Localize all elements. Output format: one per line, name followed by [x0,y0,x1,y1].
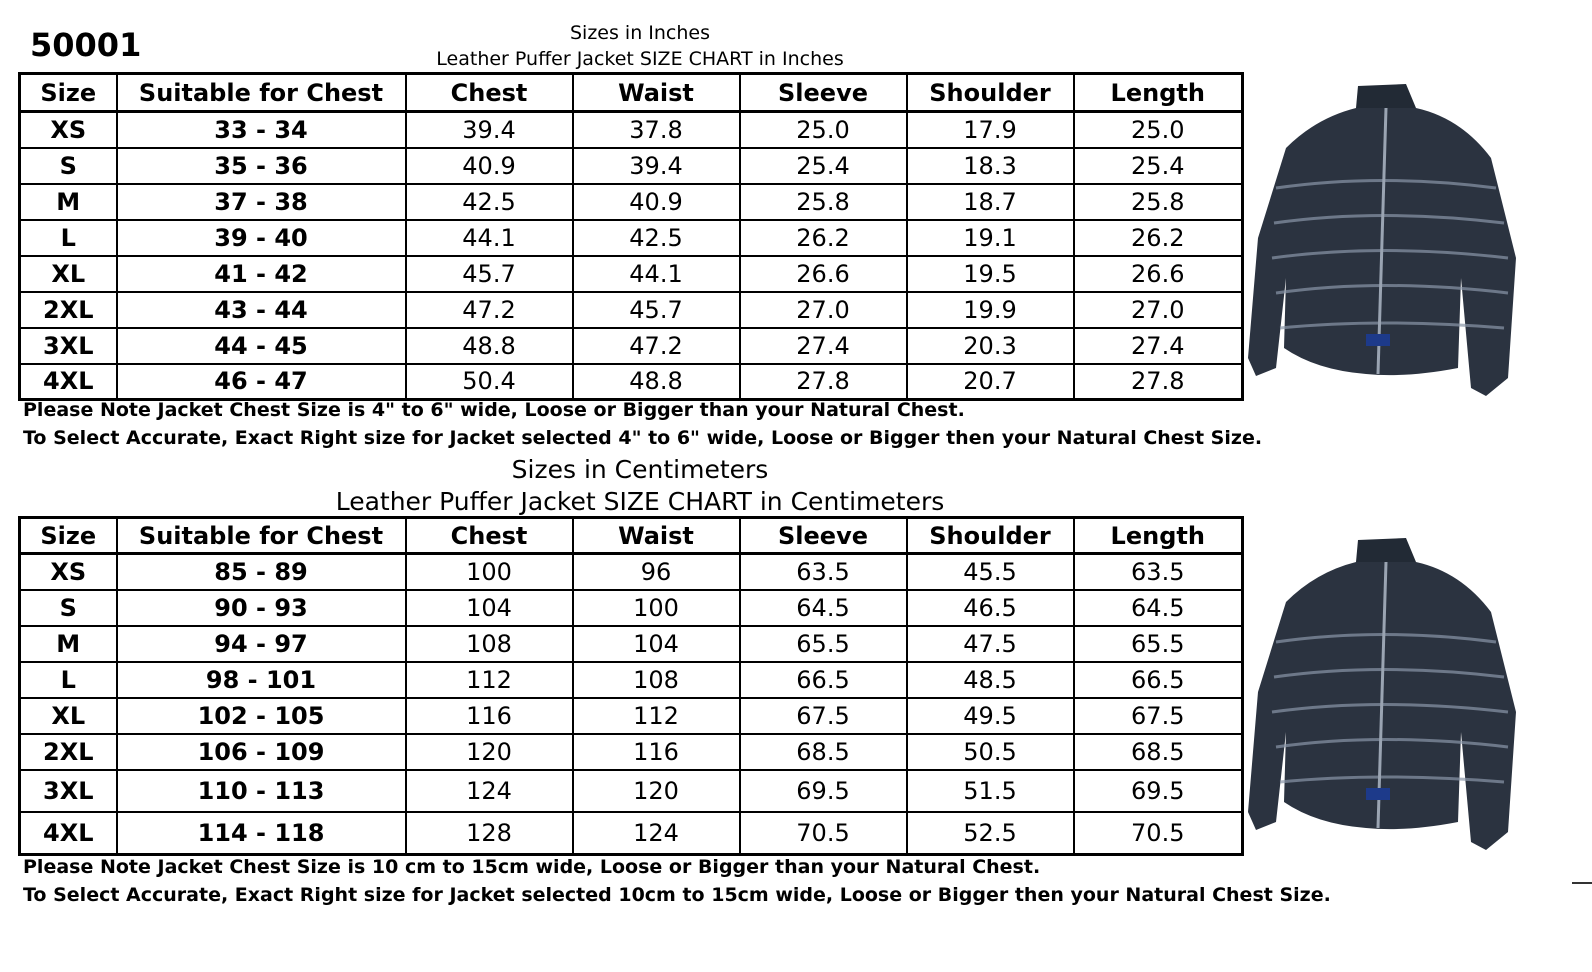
cell-sleeve: 25.8 [740,184,907,220]
table-row [20,364,1243,400]
cell-size: XS [20,112,117,148]
inches-caption-title: Leather Puffer Jacket SIZE CHART in Inches [436,48,844,70]
cell-size: M [20,184,117,220]
cell-chest: 100 [406,554,573,590]
cell-length: 26.2 [1074,220,1243,256]
cell-length: 63.5 [1074,554,1243,590]
table-row [20,148,1243,184]
cell-shoulder: 47.5 [907,626,1074,662]
table-row [20,626,1243,662]
cell-sleeve: 26.6 [740,256,907,292]
cell-waist: 40.9 [573,184,740,220]
jacket-image-inches [1246,78,1524,400]
header-waist: Waist [573,74,740,112]
cell-waist: 96 [573,554,740,590]
cell-shoulder: 49.5 [907,698,1074,734]
table-row [20,220,1243,256]
table-row [20,328,1243,364]
cm-note-1: Please Note Jacket Chest Size is 10 cm to 15cm wide, Loose or Bigger than your Natural Chest. [23,856,1041,878]
cell-length: 25.4 [1074,148,1243,184]
cell-waist: 39.4 [573,148,740,184]
inches-header-row [20,74,1243,112]
header-sleeve: Sleeve [740,518,907,554]
cell-length: 27.8 [1074,364,1243,400]
table-row [20,770,1243,812]
cell-waist: 42.5 [573,220,740,256]
cell-chest: 104 [406,590,573,626]
cell-waist: 120 [573,770,740,812]
table-row [20,698,1243,734]
header-chest: Chest [406,518,573,554]
cell-length: 66.5 [1074,662,1243,698]
header-size: Size [20,518,117,554]
header-length: Length [1074,74,1243,112]
cell-fit: 41 - 42 [117,256,406,292]
cell-waist: 45.7 [573,292,740,328]
cell-length: 25.8 [1074,184,1243,220]
cell-size: L [20,220,117,256]
cell-length: 25.0 [1074,112,1243,148]
cell-size: L [20,662,117,698]
inches-note-2: To Select Accurate, Exact Right size for Jacket selected 4" to 6" wide, Loose or Bigger then your Natural Chest Size. [23,427,1263,449]
cell-shoulder: 52.5 [907,812,1074,855]
header-suitable-chest: Suitable for Chest [117,518,406,554]
cell-fit: 44 - 45 [117,328,406,364]
cell-waist: 108 [573,662,740,698]
table-row [20,292,1243,328]
cell-sleeve: 27.8 [740,364,907,400]
cell-waist: 124 [573,812,740,855]
cell-fit: 39 - 40 [117,220,406,256]
cell-sleeve: 26.2 [740,220,907,256]
cell-shoulder: 17.9 [907,112,1074,148]
cell-waist: 47.2 [573,328,740,364]
jacket-image-cm [1246,532,1524,854]
cell-size: M [20,626,117,662]
cell-length: 27.0 [1074,292,1243,328]
edge-mark [1572,882,1592,884]
cell-fit: 106 - 109 [117,734,406,770]
cell-size: 2XL [20,292,117,328]
header-sleeve: Sleeve [740,74,907,112]
cell-size: 4XL [20,364,117,400]
table-row [20,590,1243,626]
cell-chest: 112 [406,662,573,698]
cm-size-table [18,516,1244,856]
cell-sleeve: 70.5 [740,812,907,855]
cell-shoulder: 50.5 [907,734,1074,770]
cell-shoulder: 18.3 [907,148,1074,184]
cell-fit: 90 - 93 [117,590,406,626]
cell-chest: 48.8 [406,328,573,364]
cell-fit: 102 - 105 [117,698,406,734]
cell-shoulder: 46.5 [907,590,1074,626]
cell-shoulder: 18.7 [907,184,1074,220]
cell-sleeve: 25.0 [740,112,907,148]
cell-fit: 110 - 113 [117,770,406,812]
inches-table-body [20,112,1243,400]
cell-fit: 37 - 38 [117,184,406,220]
table-row [20,112,1243,148]
table-row [20,184,1243,220]
cell-size: XL [20,256,117,292]
cell-chest: 45.7 [406,256,573,292]
cell-waist: 112 [573,698,740,734]
cell-size: S [20,148,117,184]
inches-caption-top: Sizes in Inches [569,22,711,44]
cm-header-row [20,518,1243,554]
cell-length: 27.4 [1074,328,1243,364]
header-chest: Chest [406,74,573,112]
table-row [20,734,1243,770]
cell-waist: 48.8 [573,364,740,400]
cell-length: 69.5 [1074,770,1243,812]
cell-chest: 124 [406,770,573,812]
cell-fit: 98 - 101 [117,662,406,698]
cell-sleeve: 69.5 [740,770,907,812]
header-shoulder: Shoulder [907,518,1074,554]
cell-chest: 40.9 [406,148,573,184]
cell-length: 64.5 [1074,590,1243,626]
header-size: Size [20,74,117,112]
cell-length: 70.5 [1074,812,1243,855]
cm-caption-top: Sizes in Centimeters [511,455,769,484]
cell-chest: 47.2 [406,292,573,328]
cell-shoulder: 19.1 [907,220,1074,256]
cell-shoulder: 48.5 [907,662,1074,698]
cell-chest: 128 [406,812,573,855]
cell-sleeve: 63.5 [740,554,907,590]
cell-waist: 37.8 [573,112,740,148]
cell-waist: 44.1 [573,256,740,292]
cell-fit: 85 - 89 [117,554,406,590]
cell-fit: 35 - 36 [117,148,406,184]
puffer-jacket-icon [1248,538,1516,850]
cell-chest: 39.4 [406,112,573,148]
cell-length: 65.5 [1074,626,1243,662]
cell-size: 2XL [20,734,117,770]
cell-shoulder: 19.9 [907,292,1074,328]
header-length: Length [1074,518,1243,554]
cell-waist: 100 [573,590,740,626]
inches-size-table [18,72,1244,401]
table-row [20,554,1243,590]
cell-chest: 108 [406,626,573,662]
table-row [20,662,1243,698]
cell-sleeve: 68.5 [740,734,907,770]
cell-size: 4XL [20,812,117,855]
cell-chest: 42.5 [406,184,573,220]
cell-chest: 120 [406,734,573,770]
puffer-jacket-icon [1248,84,1516,396]
header-shoulder: Shoulder [907,74,1074,112]
cell-fit: 94 - 97 [117,626,406,662]
cell-sleeve: 67.5 [740,698,907,734]
table-row [20,256,1243,292]
cell-fit: 43 - 44 [117,292,406,328]
cell-sleeve: 27.4 [740,328,907,364]
cell-chest: 44.1 [406,220,573,256]
header-waist: Waist [573,518,740,554]
cell-size: XS [20,554,117,590]
cell-size: 3XL [20,770,117,812]
cell-length: 26.6 [1074,256,1243,292]
cell-shoulder: 20.7 [907,364,1074,400]
cell-length: 67.5 [1074,698,1243,734]
cell-sleeve: 65.5 [740,626,907,662]
cell-sleeve: 25.4 [740,148,907,184]
cell-size: XL [20,698,117,734]
cell-size: S [20,590,117,626]
cm-caption-title: Leather Puffer Jacket SIZE CHART in Centimeters [335,487,945,516]
cell-fit: 46 - 47 [117,364,406,400]
header-suitable-chest: Suitable for Chest [117,74,406,112]
cell-waist: 116 [573,734,740,770]
cell-sleeve: 66.5 [740,662,907,698]
cell-sleeve: 64.5 [740,590,907,626]
product-code: 50001 [30,26,142,64]
cell-shoulder: 45.5 [907,554,1074,590]
cm-table-body [20,554,1243,855]
cell-size: 3XL [20,328,117,364]
table-row [20,812,1243,855]
cell-length: 68.5 [1074,734,1243,770]
cell-sleeve: 27.0 [740,292,907,328]
cell-chest: 116 [406,698,573,734]
cm-note-2: To Select Accurate, Exact Right size for Jacket selected 10cm to 15cm wide, Loose or Bigger then your Natural Chest Size. [23,884,1331,906]
cell-fit: 114 - 118 [117,812,406,855]
cell-fit: 33 - 34 [117,112,406,148]
cell-waist: 104 [573,626,740,662]
cell-shoulder: 51.5 [907,770,1074,812]
inches-note-1: Please Note Jacket Chest Size is 4" to 6" wide, Loose or Bigger than your Natural Chest. [23,399,965,421]
cell-shoulder: 19.5 [907,256,1074,292]
cell-shoulder: 20.3 [907,328,1074,364]
cell-chest: 50.4 [406,364,573,400]
